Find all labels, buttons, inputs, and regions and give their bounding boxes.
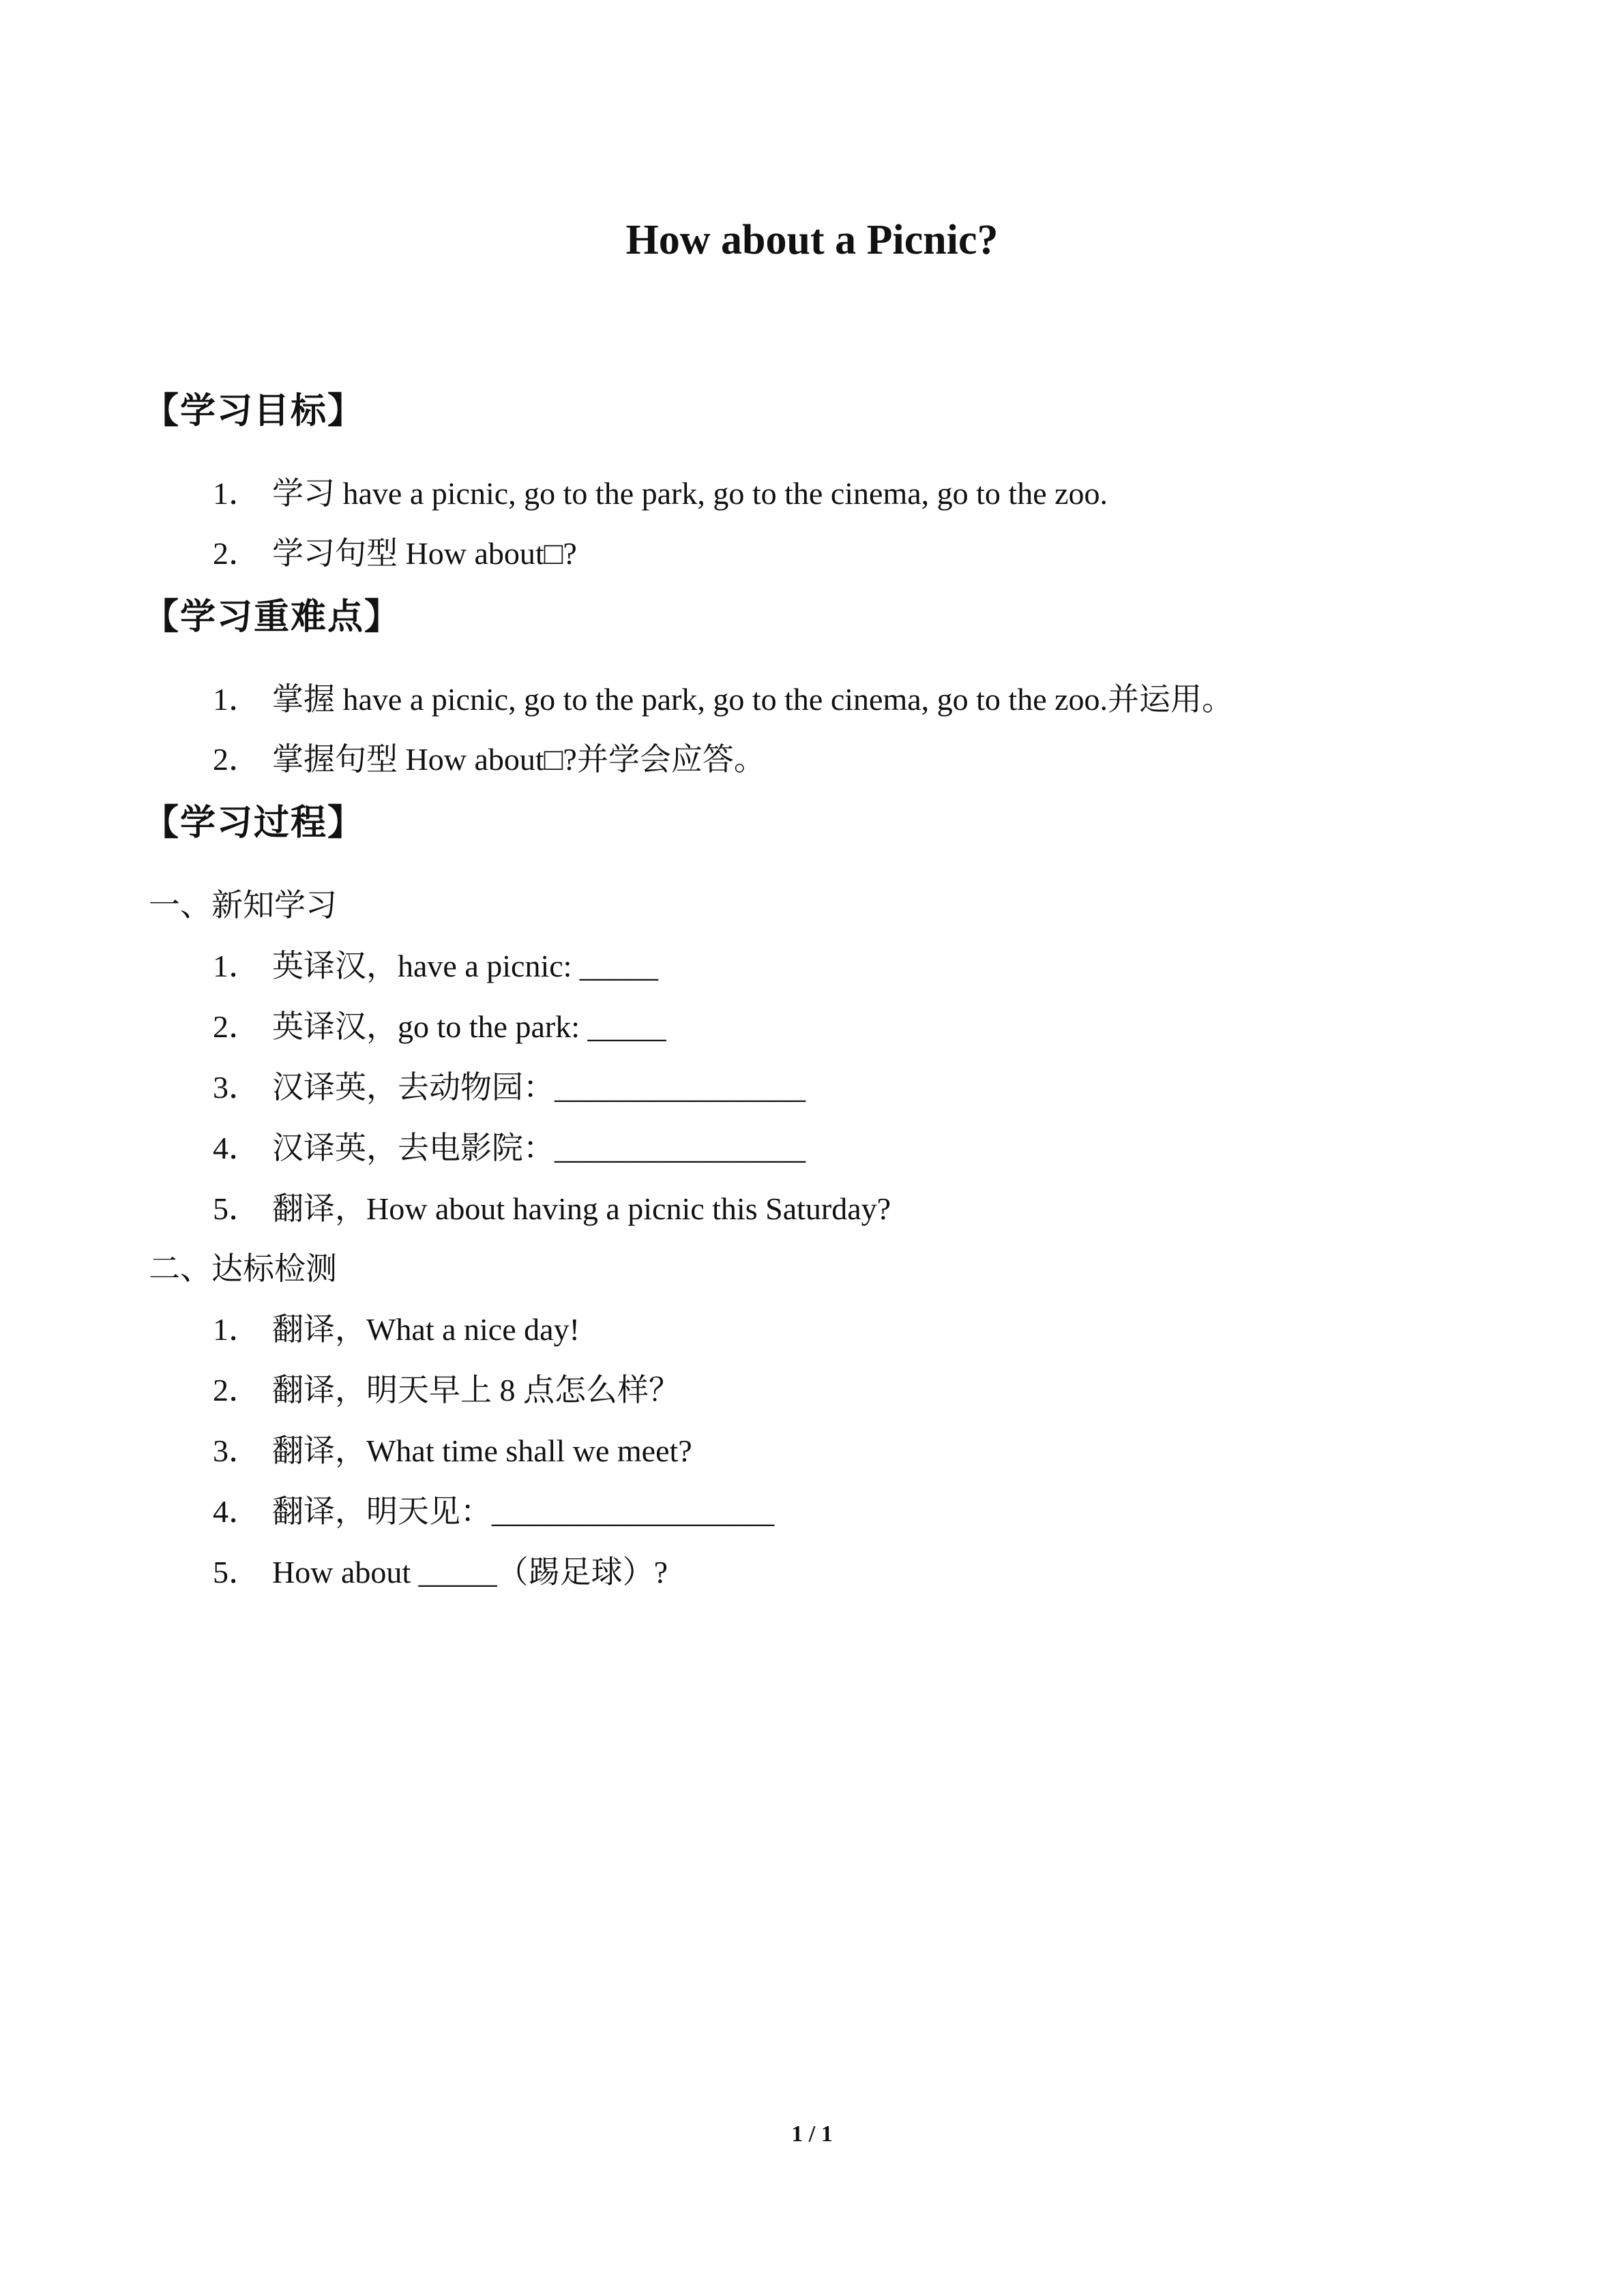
item-number: 4． [213, 1494, 260, 1529]
item-number: 1． [213, 1312, 260, 1347]
item-text: 翻译，明天早上 8 点怎么样？ [272, 1373, 680, 1407]
section-heading-process: 【学习过程】 [143, 803, 365, 844]
new-knowledge-item-3 [213, 1067, 806, 1108]
item-number: 1． [213, 682, 260, 717]
item-text: 学习 have a picnic, go to the park, go to the cinema, go to the zoo. [272, 476, 1108, 511]
item-text: 翻译，明天见：__________________ [272, 1494, 774, 1529]
assessment-item-4 [213, 1491, 774, 1532]
subsection-new-knowledge: 一、新知学习 [149, 888, 337, 923]
new-knowledge-item-2 [213, 1007, 666, 1047]
assessment-item-2 [213, 1370, 680, 1411]
key-point-item-2 [213, 739, 765, 780]
item-text: 掌握 have a picnic, go to the park, go to the cinema, go to the zoo.并运用。 [272, 682, 1234, 717]
new-knowledge-item-4 [213, 1128, 806, 1169]
item-number: 1． [213, 949, 260, 983]
new-knowledge-item-5 [213, 1189, 891, 1229]
item-number: 2． [213, 742, 260, 777]
item-text: How about _____（踢足球）? [272, 1555, 668, 1590]
subsection-assessment: 二、达标检测 [149, 1251, 337, 1286]
item-text: 翻译，What time shall we meet? [272, 1433, 692, 1468]
item-text: 学习句型 How about□? [272, 536, 577, 571]
item-number: 2． [213, 536, 260, 571]
page-number: 1 / 1 [791, 2121, 833, 2147]
item-text: 掌握句型 How about□?并学会应答。 [272, 742, 765, 777]
key-point-item-1 [213, 679, 1233, 720]
item-number: 5． [213, 1191, 260, 1226]
item-text: 汉译英，去电影院：________________ [272, 1131, 806, 1165]
item-text: 翻译，How about having a picnic this Saturday? [272, 1191, 891, 1226]
page-title: How about a Picnic? [625, 217, 999, 263]
item-text: 英译汉，go to the park: _____ [272, 1009, 666, 1044]
assessment-item-1 [213, 1309, 580, 1350]
item-number: 5． [213, 1555, 260, 1590]
item-number: 1． [213, 476, 260, 511]
item-text: 汉译英，去动物园：________________ [272, 1070, 806, 1105]
item-number: 3． [213, 1433, 260, 1468]
section-heading-key-points: 【学习重难点】 [143, 597, 402, 638]
assessment-item-5 [213, 1552, 668, 1593]
goal-item-2 [213, 533, 577, 574]
item-number: 4． [213, 1131, 260, 1165]
item-number: 2． [213, 1009, 260, 1044]
section-heading-goals: 【学习目标】 [143, 391, 365, 432]
item-number: 2． [213, 1373, 260, 1407]
new-knowledge-item-1 [213, 946, 658, 987]
goal-item-1 [213, 473, 1108, 514]
item-text: 英译汉，have a picnic: _____ [272, 949, 658, 983]
item-text: 翻译，What a nice day! [272, 1312, 580, 1347]
assessment-item-3 [213, 1431, 692, 1472]
item-number: 3． [213, 1070, 260, 1105]
